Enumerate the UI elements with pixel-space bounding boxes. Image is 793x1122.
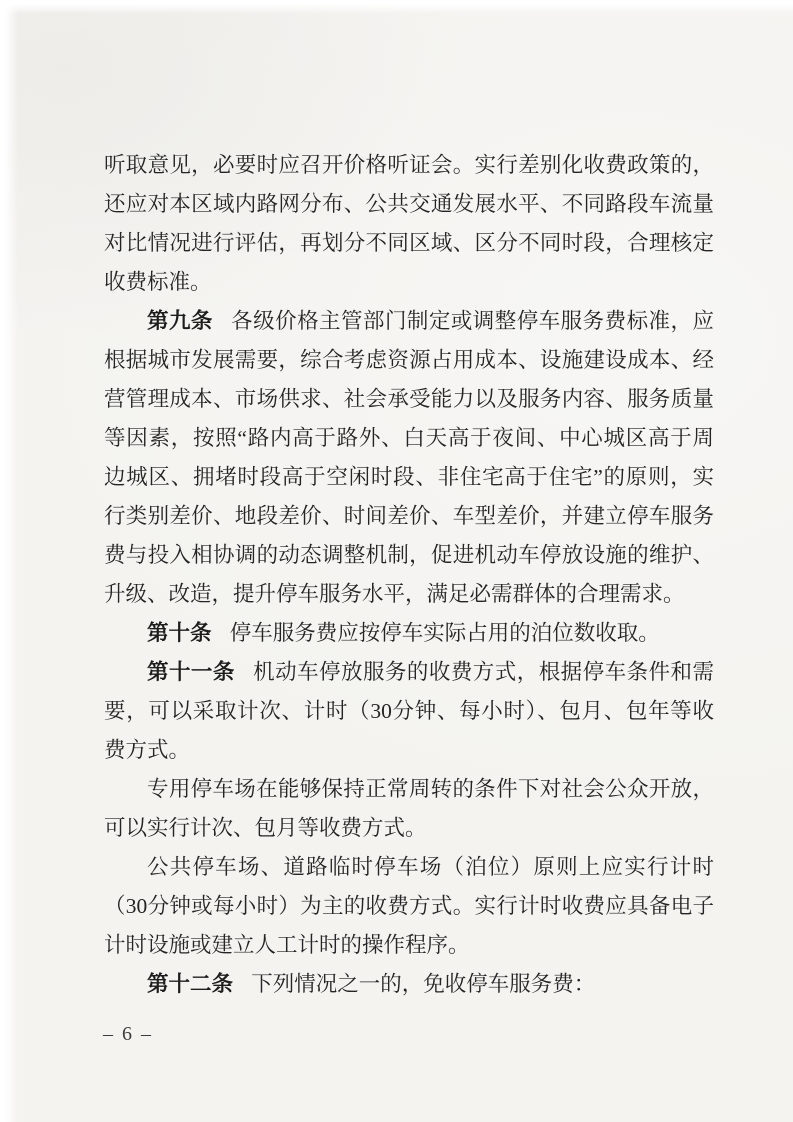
paragraph-text: 下列情况之一的，免收停车服务费： xyxy=(251,972,596,996)
page-number: – 6 – xyxy=(103,1023,153,1045)
article-label: 第十条 xyxy=(147,621,212,645)
paragraph-article-10 xyxy=(104,614,714,653)
paragraph-article-12 xyxy=(104,965,714,1004)
article-label: 第九条 xyxy=(147,309,213,333)
paragraph-text: 专用停车场在能够保持正常周转的条件下对社会公众开放，可以实行计次、包月等收费方式。 xyxy=(104,777,714,840)
paragraph-text: 公共停车场、道路临时停车场（泊位）原则上应实行计时（30分钟或每小时）为主的收费方式。实行计时收费应具备电子计时设施或建立人工计时的操作程序。 xyxy=(104,855,714,957)
paragraph-article-11 xyxy=(104,653,714,770)
article-label: 第十一条 xyxy=(147,660,235,684)
paragraph xyxy=(104,146,714,302)
paragraph xyxy=(104,770,714,848)
paragraph-text: 各级价格主管部门制定或调整停车服务费标准，应根据城市发展需要，综合考虑资源占用成本、设施建设成本、经营管理成本、市场供求、社会承受能力以及服务内容、服务质量等因素，按照“路内高于路外、白天高于夜间、中心城区高于周边城区、拥堵时段高于空闲时段、非住宅高于住宅”的原则，实行类别差价、地段差价、时间差价、车型差价，并建立停车服务费与投入相协调的动态调整机制，促进机动车停放设施的维护、升级、改造，提升停车服务水平，满足必需群体的合理需求。 xyxy=(104,309,714,606)
paragraph-article-9 xyxy=(104,302,714,614)
paragraph-text: 听取意见，必要时应召开价格听证会。实行差别化收费政策的，还应对本区域内路网分布、公共交通发展水平、不同路段车流量对比情况进行评估，再划分不同区域、区分不同时段，合理核定收费标准。 xyxy=(104,153,714,294)
paragraph xyxy=(104,848,714,965)
paragraph-text: 停车服务费应按停车实际占用的泊位数收取。 xyxy=(229,621,660,645)
article-label: 第十二条 xyxy=(147,972,234,996)
document-body xyxy=(104,146,714,1004)
paragraph-text: 机动车停放服务的收费方式，根据停车条件和需要，可以采取计次、计时（30分钟、每小时）、包月、包年等收费方式。 xyxy=(104,660,714,762)
